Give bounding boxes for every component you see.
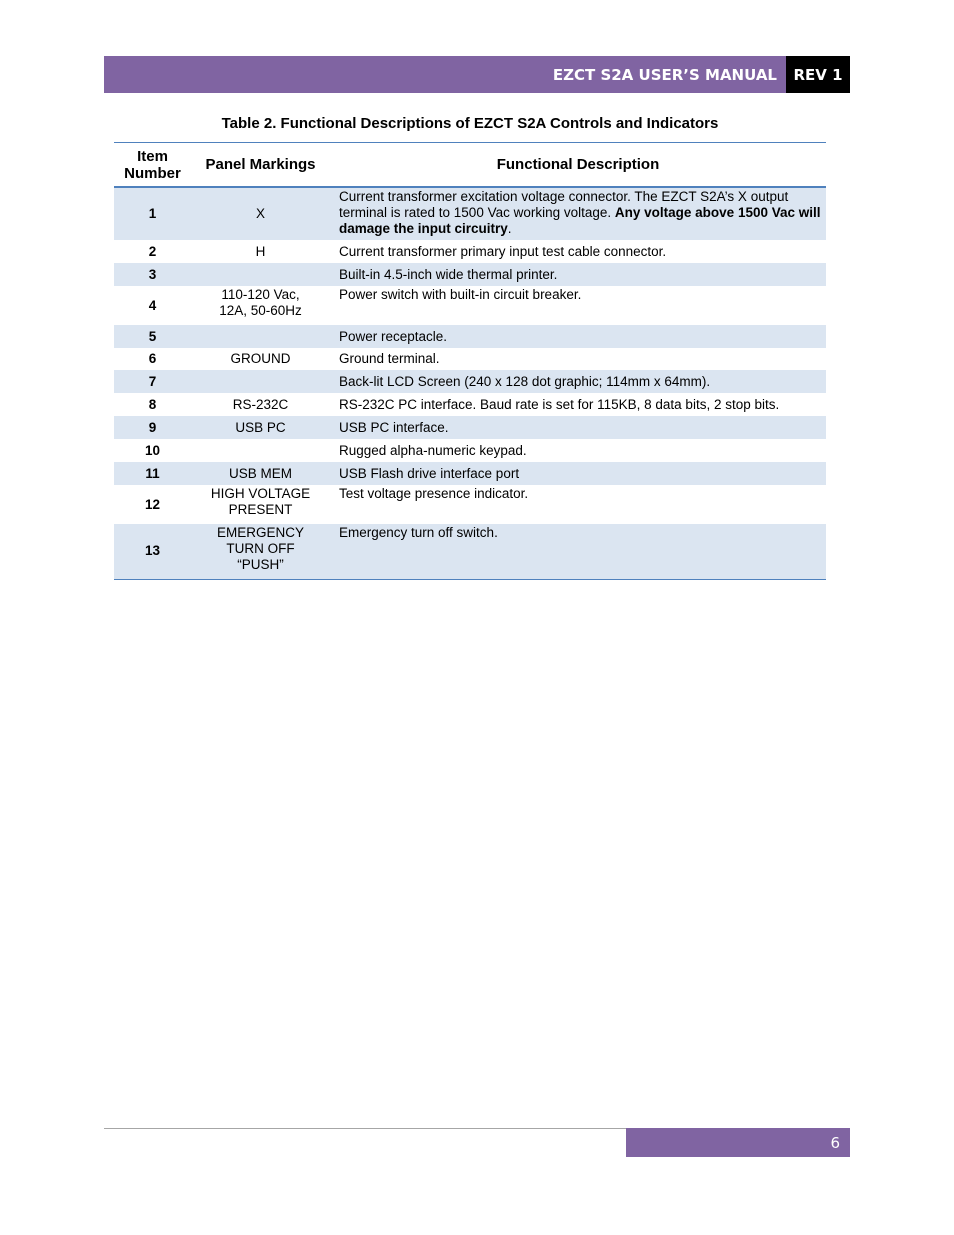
item-number: 9 bbox=[114, 416, 191, 439]
functional-description: USB Flash drive interface port bbox=[330, 462, 826, 485]
table-row bbox=[114, 240, 826, 263]
table-row bbox=[114, 187, 826, 240]
panel-marking bbox=[191, 370, 330, 393]
column-header-label: Item Number bbox=[124, 147, 181, 182]
panel-marking: USB MEM bbox=[191, 462, 330, 485]
column-header-panel-markings: Panel Markings bbox=[191, 143, 330, 188]
functional-description: Current transformer primary input test cable connector. bbox=[339, 243, 667, 259]
table-row bbox=[114, 370, 826, 393]
functional-description: RS-232C PC interface. Baud rate is set for 115KB, 8 data bits, 2 stop bits. bbox=[339, 396, 780, 412]
functional-description-table bbox=[114, 142, 826, 580]
table-row bbox=[114, 439, 826, 462]
functional-description: Built-in 4.5-inch wide thermal printer. bbox=[330, 263, 826, 286]
functional-description: Ground terminal. bbox=[339, 351, 440, 366]
table-row bbox=[114, 263, 826, 286]
functional-description: Test voltage presence indicator. bbox=[339, 486, 529, 501]
panel-marking: USB PC bbox=[191, 416, 330, 439]
panel-marking: RS-232C bbox=[232, 396, 289, 412]
table-row bbox=[114, 416, 826, 439]
functional-description bbox=[330, 187, 826, 240]
table-row bbox=[114, 325, 826, 348]
panel-marking-text: 110-120 Vac, 12A, 50-60Hz bbox=[219, 287, 302, 318]
panel-marking bbox=[191, 286, 330, 325]
item-number: 6 bbox=[148, 351, 157, 366]
panel-marking: H bbox=[255, 243, 266, 259]
functional-description: Back-lit LCD Screen (240 x 128 dot graphic; 114mm x 64mm). bbox=[330, 370, 826, 393]
item-number: 11 bbox=[114, 462, 191, 485]
description-warning: Any voltage above 1500 Vac will damage the input circuitry bbox=[339, 205, 821, 236]
functional-description: Power receptacle. bbox=[330, 325, 826, 348]
panel-marking-text: EMERGENCY TURN OFF “PUSH” bbox=[216, 525, 304, 572]
item-number: 10 bbox=[144, 442, 161, 458]
panel-marking-text: HIGH VOLTAGE PRESENT bbox=[210, 486, 311, 517]
functional-description: Power switch with built-in circuit breaker. bbox=[339, 287, 582, 302]
manual-title: EZCT S2A USER’S MANUAL bbox=[552, 65, 777, 84]
panel-marking bbox=[191, 485, 330, 524]
item-number: 12 bbox=[144, 496, 161, 512]
table-caption: Table 2. Functional Descriptions of EZCT S2A Controls and Indicators bbox=[221, 115, 719, 132]
revision-label: REV 1 bbox=[793, 65, 843, 84]
table-row bbox=[114, 348, 826, 370]
item-number: 1 bbox=[114, 187, 191, 240]
item-number: 8 bbox=[148, 396, 157, 412]
table-row bbox=[114, 462, 826, 485]
panel-marking: X bbox=[191, 187, 330, 240]
item-number: 2 bbox=[148, 243, 157, 259]
item-number: 7 bbox=[114, 370, 191, 393]
table-row bbox=[114, 286, 826, 325]
table-row bbox=[114, 393, 826, 416]
item-number: 5 bbox=[114, 325, 191, 348]
functional-description: Rugged alpha-numeric keypad. bbox=[339, 442, 527, 458]
panel-marking bbox=[191, 325, 330, 348]
table-row bbox=[114, 485, 826, 524]
description-text: Current transformer excitation voltage connector. The EZCT S2A’s X output terminal is rated to 1500 Vac working voltage. bbox=[339, 189, 789, 220]
panel-marking bbox=[191, 524, 330, 579]
header-title-bar bbox=[104, 56, 786, 93]
column-header-item-number bbox=[114, 143, 191, 188]
functional-description: Emergency turn off switch. bbox=[330, 524, 826, 579]
item-number: 13 bbox=[114, 524, 191, 579]
functional-description: USB PC interface. bbox=[330, 416, 826, 439]
item-number: 3 bbox=[114, 263, 191, 286]
panel-marking bbox=[191, 263, 330, 286]
table-header-row bbox=[114, 143, 826, 188]
footer-rule bbox=[104, 1128, 626, 1129]
item-number: 4 bbox=[148, 297, 157, 313]
panel-marking: GROUND bbox=[230, 351, 291, 366]
description-end: . bbox=[507, 221, 512, 236]
panel-marking bbox=[191, 439, 330, 462]
table-row bbox=[114, 524, 826, 579]
page-number: 6 bbox=[830, 1133, 840, 1152]
revision-badge bbox=[786, 56, 850, 93]
footer-page-bar bbox=[626, 1128, 850, 1157]
column-header-functional-description: Functional Description bbox=[330, 143, 826, 188]
